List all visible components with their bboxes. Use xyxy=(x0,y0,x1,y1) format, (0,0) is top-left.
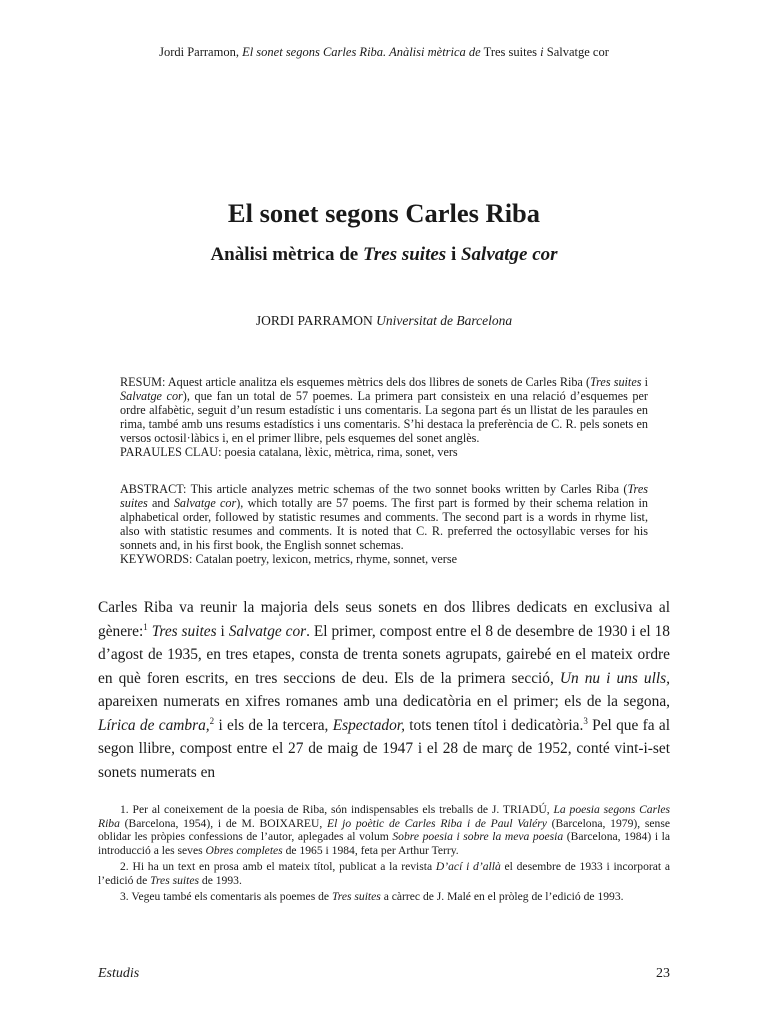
footnote-text: 1. Per al coneixement de la poesia de Riba, són indispensables els treballs de J. TRIADÚ, xyxy=(120,803,554,816)
body-text-run: apareixen numerats en xifres romanes amb una dedicatòria en el primer; els de la segona, xyxy=(98,693,670,710)
body-text-run: Pel que fa al segon llibre, compost entre el 27 de maig de 1947 i el 28 de març de 1952, conté vint-i-set sonets numerats en xyxy=(98,716,671,781)
abstract-text-part: and xyxy=(147,496,174,510)
footnotes xyxy=(98,803,670,907)
footnote-citation: Tres suites xyxy=(150,873,200,887)
resum-text-part: RESUM: Aquest article analitza els esquemes mètrics dels dos llibres de sonets de Carles Riba ( xyxy=(120,375,591,389)
body-text-run: i xyxy=(216,622,229,640)
abstract-block xyxy=(120,482,648,566)
resum-block xyxy=(120,375,648,459)
footnote-ref-1[interactable]: 1 xyxy=(143,621,148,632)
footnote-citation: Sobre poesia i sobre la meva poesia xyxy=(392,830,564,843)
footnote-3 xyxy=(98,890,670,904)
resum-text-part: i xyxy=(641,375,649,389)
page-footer xyxy=(98,966,670,986)
footnote-citation: D’ací i d’allà xyxy=(435,860,501,873)
resum-text-part: ), que fan un total de 57 poemes. La primera part consisteix en una relació d’esquemes per ordre alfabètic, seguit d’un resum estadístic i uns comentaris. La segona part és un llistat de les paraules en rima, també amb uns resums estadístics i uns comentaris. S’hi destaca la preferència de C. R. pels sonets en versos octosil·làbics i, en el primer llibre, pels esquemes del sonet anglès. xyxy=(120,389,648,445)
footnote-text: a càrrec de J. Malé en el pròleg de l’edició de 1993. xyxy=(380,890,624,903)
subtitle-work-1: Tres suites xyxy=(362,244,447,265)
footnote-ref-2[interactable]: 2 xyxy=(209,715,215,726)
subtitle-prefix: Anàlisi mètrica de xyxy=(210,244,363,265)
body-text-run: Carles Riba va reunir la majoria dels seus sonets en dos llibres dedicats en exclusiva al gènere: xyxy=(98,599,670,640)
author-affiliation: Universitat de Barcelona xyxy=(376,313,513,328)
footnote-text: el desembre de 1933 i incorporat a l’edició de xyxy=(98,860,671,887)
footnote-text: 2. Hi ha un text en prosa amb el mateix títol, publicat a la revista xyxy=(120,860,436,873)
resum-keywords: PARAULES CLAU: poesia catalana, lèxic, mètrica, rima, sonet, vers xyxy=(120,445,458,459)
footnote-citation: Tres suites xyxy=(331,890,381,903)
running-header xyxy=(98,45,670,60)
article-title: El sonet segons Carles Riba xyxy=(227,198,541,228)
resum-text xyxy=(120,375,648,445)
resum-work-2: Salvatge cor xyxy=(120,389,183,403)
footnote-text: de 1993. xyxy=(199,873,242,887)
footnote-text: (Barcelona, 1954), i de M. BOIXAREU, xyxy=(119,816,328,830)
footnote-citation: El jo poètic de Carles Riba i de Paul Valéry xyxy=(327,816,547,830)
footnote-text: (Barcelona, 1979), sense oblidar les pròpies confessions de l’autor, aplegades al volum xyxy=(98,816,670,843)
footnote-text: de 1965 i 1984, feta per Arthur Terry. xyxy=(282,843,459,857)
header-work-2: Salvatge cor xyxy=(546,45,609,59)
body-section-1: Un nu i uns ulls, xyxy=(559,669,670,687)
header-author: Jordi Parramon, xyxy=(159,45,243,59)
footnote-2 xyxy=(98,860,670,887)
body-text-run: i els de la tercera, xyxy=(214,716,333,734)
header-conjunction: i xyxy=(540,45,544,59)
abstract-work-2: Salvatge cor xyxy=(173,496,237,510)
abstract-work-1: Tres suites xyxy=(120,482,648,510)
body-work-2: Salvatge cor xyxy=(228,622,307,640)
abstract-text-part: ABSTRACT: This article analyzes metric schemas of the two sonnet books written by Carles Riba ( xyxy=(120,482,628,496)
footnote-citation: La poesia segons Carles Riba xyxy=(98,803,670,830)
footnote-text: 3. Vegeu també els comentaris als poemes de xyxy=(120,890,332,903)
subtitle-conjunction: i xyxy=(446,244,461,265)
body-section-3: Espectador, xyxy=(332,716,405,734)
subtitle-work-2: Salvatge cor xyxy=(460,244,558,265)
journal-name: Estudis xyxy=(98,966,140,981)
footnote-citation: Obres completes xyxy=(205,843,283,857)
footnote-text: (Barcelona, 1984) i la introducció a les seves xyxy=(98,830,671,857)
body-paragraph xyxy=(98,596,670,784)
article-subtitle xyxy=(98,242,670,268)
abstract-keywords: KEYWORDS: Catalan poetry, lexicon, metrics, rhyme, sonnet, verse xyxy=(120,552,457,566)
footnote-ref-3[interactable]: 3 xyxy=(583,715,588,726)
header-title: El sonet segons Carles Riba. Anàlisi mètrica de xyxy=(242,45,481,59)
author-name: JORDI PARRAMON xyxy=(255,313,373,328)
body-section-2: Lírica de cambra, xyxy=(98,716,210,734)
abstract-text xyxy=(120,482,648,552)
footnote-1 xyxy=(98,803,670,857)
abstract-text-part: ), which totally are 57 poems. The first part is formed by their schema relation in alphabetical order, followed by statistic resumes and comments. The second part is a words in rhyme list, also with statistic resumes and comments. It is noted that C. R. preferred the octosyllabic verses for his sonnets and, in his first book, the English sonnet schemas. xyxy=(120,496,648,552)
body-text-run: tots tenen títol i dedicatòria. xyxy=(404,716,584,734)
body-work-1: Tres suites xyxy=(151,622,217,640)
page-number: 23 xyxy=(656,966,670,981)
resum-work-1: Tres suites xyxy=(590,375,642,389)
header-work-1: Tres suites xyxy=(483,45,538,59)
author-byline xyxy=(98,313,670,329)
body-text-run: . El primer, compost entre el 8 de desembre de 1930 i el 18 d’agost de 1935, en tres etapes, consta de trenta sonets agrupats, gairebé en el mateix ordre en què foren escrits, en tres seccions de deu. Els de la primera secció, xyxy=(98,622,670,687)
